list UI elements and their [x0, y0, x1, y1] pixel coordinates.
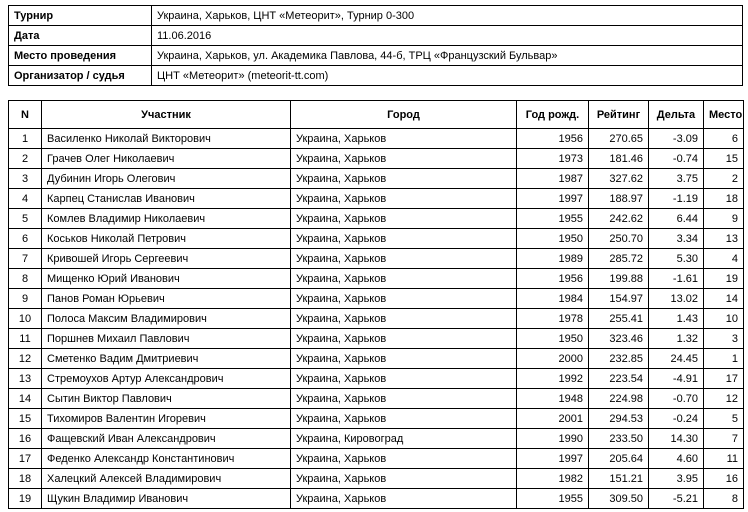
- cell-delta: 3.75: [649, 169, 704, 189]
- cell-number: 7: [9, 249, 42, 269]
- cell-birth-year: 1978: [517, 309, 589, 329]
- cell-delta: 1.32: [649, 329, 704, 349]
- cell-rating: 323.46: [589, 329, 649, 349]
- cell-number: 12: [9, 349, 42, 369]
- cell-city: Украина, Кировоград: [291, 429, 517, 449]
- cell-delta: 5.30: [649, 249, 704, 269]
- cell-participant: Грачев Олег Николаевич: [42, 149, 291, 169]
- cell-rating: 255.41: [589, 309, 649, 329]
- cell-delta: 3.34: [649, 229, 704, 249]
- info-value: 11.06.2016: [152, 26, 743, 46]
- cell-participant: Кривошей Игорь Сергеевич: [42, 249, 291, 269]
- cell-birth-year: 1948: [517, 389, 589, 409]
- cell-birth-year: 2000: [517, 349, 589, 369]
- cell-participant: Феденко Александр Константинович: [42, 449, 291, 469]
- cell-birth-year: 1955: [517, 489, 589, 509]
- cell-delta: 6.44: [649, 209, 704, 229]
- cell-delta: 13.02: [649, 289, 704, 309]
- cell-rating: 250.70: [589, 229, 649, 249]
- info-row: [9, 66, 743, 86]
- table-row: [9, 169, 744, 189]
- col-header-delta: Дельта: [649, 101, 704, 129]
- cell-birth-year: 1973: [517, 149, 589, 169]
- cell-rating: 309.50: [589, 489, 649, 509]
- cell-number: 10: [9, 309, 42, 329]
- cell-city: Украина, Харьков: [291, 149, 517, 169]
- cell-delta: 3.95: [649, 469, 704, 489]
- table-row: [9, 389, 744, 409]
- cell-participant: Полоса Максим Владимирович: [42, 309, 291, 329]
- cell-city: Украина, Харьков: [291, 369, 517, 389]
- cell-number: 3: [9, 169, 42, 189]
- table-row: [9, 409, 744, 429]
- cell-rating: 223.54: [589, 369, 649, 389]
- cell-participant: Сытин Виктор Павлович: [42, 389, 291, 409]
- cell-place: 1: [704, 349, 744, 369]
- cell-birth-year: 1984: [517, 289, 589, 309]
- cell-city: Украина, Харьков: [291, 489, 517, 509]
- cell-number: 17: [9, 449, 42, 469]
- cell-delta: -4.91: [649, 369, 704, 389]
- cell-rating: 188.97: [589, 189, 649, 209]
- cell-city: Украина, Харьков: [291, 229, 517, 249]
- cell-birth-year: 1950: [517, 329, 589, 349]
- results-header-row: [9, 101, 744, 129]
- cell-place: 4: [704, 249, 744, 269]
- table-row: [9, 229, 744, 249]
- cell-participant: Комлев Владимир Николаевич: [42, 209, 291, 229]
- cell-rating: 242.62: [589, 209, 649, 229]
- cell-rating: 199.88: [589, 269, 649, 289]
- cell-city: Украина, Харьков: [291, 469, 517, 489]
- info-value: Украина, Харьков, ЦНТ «Метеорит», Турнир 0-300: [152, 6, 743, 26]
- cell-birth-year: 1956: [517, 129, 589, 149]
- col-header-number: N: [9, 101, 42, 129]
- cell-number: 16: [9, 429, 42, 449]
- table-row: [9, 489, 744, 509]
- cell-city: Украина, Харьков: [291, 309, 517, 329]
- cell-number: 11: [9, 329, 42, 349]
- col-header-birth-year: Год рожд.: [517, 101, 589, 129]
- cell-place: 13: [704, 229, 744, 249]
- cell-city: Украина, Харьков: [291, 249, 517, 269]
- cell-participant: Халецкий Алексей Владимирович: [42, 469, 291, 489]
- cell-place: 5: [704, 409, 744, 429]
- cell-rating: 224.98: [589, 389, 649, 409]
- table-row: [9, 209, 744, 229]
- cell-place: 19: [704, 269, 744, 289]
- info-row: [9, 6, 743, 26]
- cell-participant: Стремоухов Артур Александрович: [42, 369, 291, 389]
- cell-birth-year: 1982: [517, 469, 589, 489]
- results-table: [8, 100, 744, 509]
- cell-place: 3: [704, 329, 744, 349]
- cell-delta: 24.45: [649, 349, 704, 369]
- cell-number: 14: [9, 389, 42, 409]
- cell-participant: Мищенко Юрий Иванович: [42, 269, 291, 289]
- cell-place: 10: [704, 309, 744, 329]
- cell-birth-year: 1950: [517, 229, 589, 249]
- cell-delta: -0.24: [649, 409, 704, 429]
- table-row: [9, 249, 744, 269]
- cell-number: 1: [9, 129, 42, 149]
- col-header-participant: Участник: [42, 101, 291, 129]
- info-value: ЦНТ «Метеорит» (meteorit-tt.com): [152, 66, 743, 86]
- table-row: [9, 129, 744, 149]
- cell-number: 18: [9, 469, 42, 489]
- cell-delta: -3.09: [649, 129, 704, 149]
- cell-rating: 294.53: [589, 409, 649, 429]
- table-row: [9, 289, 744, 309]
- cell-place: 2: [704, 169, 744, 189]
- cell-birth-year: 1992: [517, 369, 589, 389]
- cell-place: 7: [704, 429, 744, 449]
- cell-number: 8: [9, 269, 42, 289]
- table-row: [9, 309, 744, 329]
- cell-participant: Сметенко Вадим Дмитриевич: [42, 349, 291, 369]
- cell-delta: -0.74: [649, 149, 704, 169]
- cell-number: 15: [9, 409, 42, 429]
- cell-place: 9: [704, 209, 744, 229]
- cell-place: 11: [704, 449, 744, 469]
- cell-place: 14: [704, 289, 744, 309]
- cell-birth-year: 1989: [517, 249, 589, 269]
- table-row: [9, 189, 744, 209]
- cell-participant: Коськов Николай Петрович: [42, 229, 291, 249]
- info-label: Организатор / судья: [9, 66, 152, 86]
- cell-place: 16: [704, 469, 744, 489]
- cell-participant: Щукин Владимир Иванович: [42, 489, 291, 509]
- cell-participant: Фащевский Иван Александрович: [42, 429, 291, 449]
- cell-number: 6: [9, 229, 42, 249]
- cell-participant: Дубинин Игорь Олегович: [42, 169, 291, 189]
- cell-birth-year: 1987: [517, 169, 589, 189]
- cell-participant: Василенко Николай Викторович: [42, 129, 291, 149]
- cell-participant: Поршнев Михаил Павлович: [42, 329, 291, 349]
- info-row: [9, 46, 743, 66]
- cell-place: 17: [704, 369, 744, 389]
- cell-city: Украина, Харьков: [291, 269, 517, 289]
- cell-number: 9: [9, 289, 42, 309]
- cell-delta: 1.43: [649, 309, 704, 329]
- info-label: Дата: [9, 26, 152, 46]
- cell-place: 6: [704, 129, 744, 149]
- cell-rating: 285.72: [589, 249, 649, 269]
- cell-place: 15: [704, 149, 744, 169]
- cell-rating: 327.62: [589, 169, 649, 189]
- cell-birth-year: 2001: [517, 409, 589, 429]
- table-row: [9, 449, 744, 469]
- cell-rating: 270.65: [589, 129, 649, 149]
- cell-city: Украина, Харьков: [291, 349, 517, 369]
- cell-city: Украина, Харьков: [291, 129, 517, 149]
- cell-birth-year: 1997: [517, 449, 589, 469]
- tournament-info-body: [9, 6, 743, 86]
- cell-participant: Панов Роман Юрьевич: [42, 289, 291, 309]
- info-value: Украина, Харьков, ул. Академика Павлова, 44-б, ТРЦ «Французский Бульвар»: [152, 46, 743, 66]
- table-row: [9, 269, 744, 289]
- table-row: [9, 369, 744, 389]
- cell-city: Украина, Харьков: [291, 449, 517, 469]
- cell-city: Украина, Харьков: [291, 289, 517, 309]
- cell-participant: Тихомиров Валентин Игоревич: [42, 409, 291, 429]
- results-body: [9, 129, 744, 509]
- tournament-info-table: [8, 5, 743, 86]
- cell-rating: 181.46: [589, 149, 649, 169]
- table-row: [9, 349, 744, 369]
- cell-city: Украина, Харьков: [291, 409, 517, 429]
- cell-birth-year: 1956: [517, 269, 589, 289]
- cell-rating: 233.50: [589, 429, 649, 449]
- cell-city: Украина, Харьков: [291, 329, 517, 349]
- cell-delta: -0.70: [649, 389, 704, 409]
- info-row: [9, 26, 743, 46]
- cell-number: 19: [9, 489, 42, 509]
- cell-place: 8: [704, 489, 744, 509]
- cell-number: 4: [9, 189, 42, 209]
- cell-place: 12: [704, 389, 744, 409]
- cell-number: 2: [9, 149, 42, 169]
- table-row: [9, 429, 744, 449]
- cell-birth-year: 1997: [517, 189, 589, 209]
- cell-delta: 4.60: [649, 449, 704, 469]
- col-header-rating: Рейтинг: [589, 101, 649, 129]
- cell-birth-year: 1990: [517, 429, 589, 449]
- cell-delta: -1.61: [649, 269, 704, 289]
- cell-delta: -1.19: [649, 189, 704, 209]
- cell-place: 18: [704, 189, 744, 209]
- col-header-city: Город: [291, 101, 517, 129]
- cell-birth-year: 1955: [517, 209, 589, 229]
- cell-rating: 232.85: [589, 349, 649, 369]
- cell-rating: 151.21: [589, 469, 649, 489]
- table-row: [9, 329, 744, 349]
- table-row: [9, 469, 744, 489]
- info-label: Место проведения: [9, 46, 152, 66]
- col-header-place: Место: [704, 101, 744, 129]
- cell-rating: 154.97: [589, 289, 649, 309]
- cell-delta: 14.30: [649, 429, 704, 449]
- table-row: [9, 149, 744, 169]
- info-label: Турнир: [9, 6, 152, 26]
- cell-rating: 205.64: [589, 449, 649, 469]
- cell-number: 5: [9, 209, 42, 229]
- cell-city: Украина, Харьков: [291, 209, 517, 229]
- cell-delta: -5.21: [649, 489, 704, 509]
- cell-number: 13: [9, 369, 42, 389]
- cell-city: Украина, Харьков: [291, 189, 517, 209]
- cell-city: Украина, Харьков: [291, 169, 517, 189]
- cell-participant: Карпец Станислав Иванович: [42, 189, 291, 209]
- cell-city: Украина, Харьков: [291, 389, 517, 409]
